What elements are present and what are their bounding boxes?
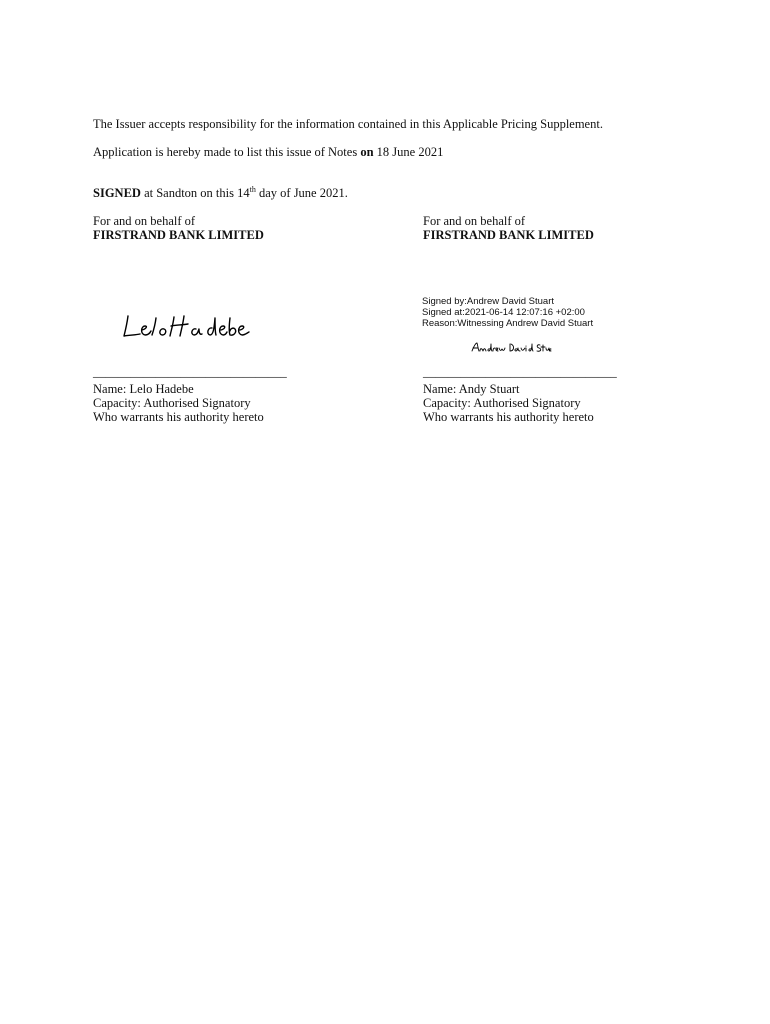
signature-line-right [423,365,617,379]
signatory-capacity-left: Capacity: Authorised Signatory [93,396,251,410]
signed-label: SIGNED [93,186,141,200]
digital-signed-at: Signed at:2021-06-14 12:07:16 +02:00 [422,307,585,318]
digital-signature-stamp [422,296,593,329]
signature-rule-right: _______________________________ [423,365,617,379]
signed-place-day: at Sandton on this 14 [140,186,250,200]
handwritten-signature-left [118,308,258,344]
signatory-warrant-right: Who warrants his authority hereto [423,410,594,424]
digital-reason: Reason:Witnessing Andrew David Stuart [422,318,594,329]
signatory-details-left [93,382,264,424]
signatory-block-right [423,214,594,242]
responsibility-statement: The Issuer accepts responsibility for the information contained in this Applicable Pricing Supplement. [93,117,603,131]
listing-statement [93,145,443,160]
signatory-name-left: Name: Lelo Hadebe [93,382,194,396]
signatory-warrant-left: Who warrants his authority hereto [93,410,264,424]
signatory-name-right: Name: Andy Stuart [423,382,520,396]
digital-signed-by: Signed by:Andrew David Stuart [422,296,555,307]
listing-date: 18 June 2021 [373,145,444,159]
signed-day-suffix: th [249,185,256,194]
signatory-block-left [93,214,264,242]
company-name: FIRSTRAND BANK LIMITED [93,228,264,242]
signatory-details-right [423,382,594,424]
signed-statement [93,186,348,201]
behalf-label: For and on behalf of [93,214,196,228]
behalf-label: For and on behalf of [423,214,526,228]
signature-line-left [93,365,287,379]
signatory-capacity-right: Capacity: Authorised Signatory [423,396,581,410]
company-name: FIRSTRAND BANK LIMITED [423,228,594,242]
listing-on: on [360,145,374,159]
signed-month-year: day of June 2021. [255,186,348,200]
handwritten-signature-right [470,340,554,356]
listing-text: Application is hereby made to list this issue of Notes [93,145,361,159]
signature-rule-left: _______________________________ [93,365,287,379]
